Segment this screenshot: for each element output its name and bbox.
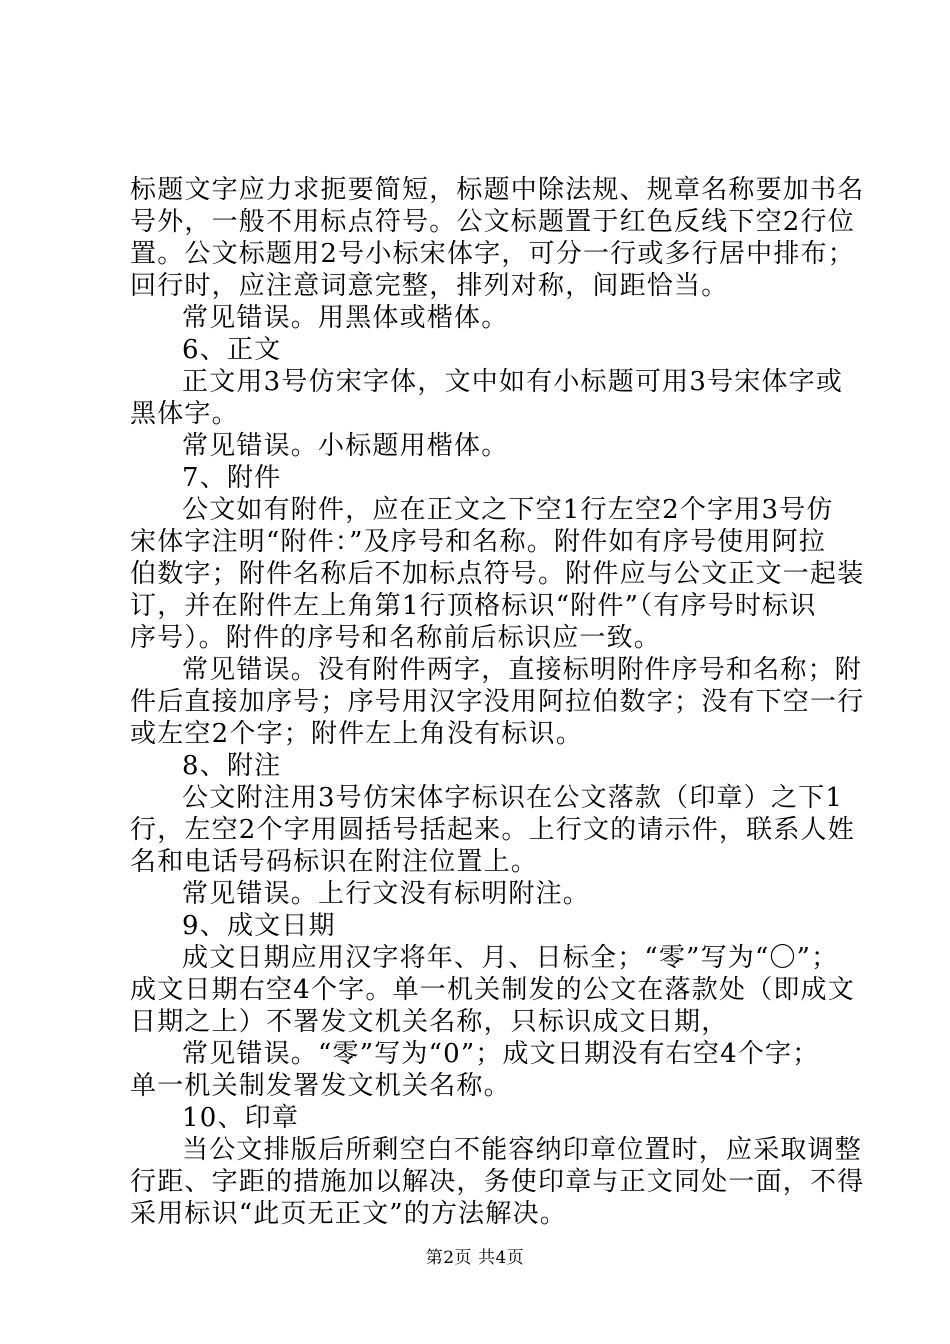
text-line: 号外，一般不用标点符号。公文标题置于红色反线下空2行位 bbox=[130, 207, 855, 237]
text-line: 件后直接加序号；序号用汉字没用阿拉伯数字；没有下空一行 bbox=[130, 687, 865, 717]
section-heading: 7、附件 bbox=[182, 463, 282, 493]
text-line: 黑体字。 bbox=[130, 399, 239, 429]
text-line: 成文日期应用汉字将年、月、日标全；“零”写为“〇”； bbox=[182, 943, 839, 973]
text-line: 回行时，应注意词意完整，排列对称，间距恰当。 bbox=[130, 271, 729, 301]
text-line: 采用标识“此页无正文”的方法解决。 bbox=[130, 1199, 567, 1229]
text-line: 正文用3号仿宋字体，文中如有小标题可用3号宋体字或 bbox=[182, 367, 844, 397]
text-line: 订，并在附件左上角第1行顶格标识“附件”（有序号时标识 bbox=[130, 591, 817, 621]
text-line: 常见错误。小标题用楷体。 bbox=[182, 431, 509, 461]
text-line: 常见错误。“零”写为“0”；成文日期没有右空4个字； bbox=[182, 1039, 820, 1069]
text-line: 日期之上）不署发文机关名称，只标识成文日期， bbox=[130, 1007, 729, 1037]
text-line: 常见错误。没有附件两字，直接标明附件序号和名称；附 bbox=[182, 655, 863, 685]
text-line: 行，左空2个字用圆括号括起来。上行文的请示件，联系人姓 bbox=[130, 815, 855, 845]
text-line: 公文如有附件，应在正文之下空1行左空2个字用3号仿 bbox=[182, 495, 834, 525]
section-heading: 6、正文 bbox=[182, 335, 282, 365]
text-line: 或左空2个字；附件左上角没有标识。 bbox=[130, 719, 583, 749]
section-heading: 8、附注 bbox=[182, 751, 282, 781]
text-line: 常见错误。上行文没有标明附注。 bbox=[182, 879, 591, 909]
section-heading: 10、印章 bbox=[182, 1103, 300, 1133]
text-line: 标题文字应力求扼要简短，标题中除法规、规章名称要加书名 bbox=[130, 175, 865, 205]
document-body bbox=[130, 174, 865, 1230]
text-line: 宋体字注明“附件：”及序号和名称。附件如有序号使用阿拉 bbox=[130, 527, 826, 557]
text-line: 成文日期右空4个字。单一机关制发的公文在落款处（即成文 bbox=[130, 975, 855, 1005]
text-line: 行距、字距的措施加以解决，务使印章与正文同处一面，不得 bbox=[130, 1167, 865, 1197]
text-line: 伯数字；附件名称后不加标点符号。附件应与公文正文一起装 bbox=[130, 559, 865, 589]
page-number-footer: 第2页 共4页 bbox=[425, 1248, 525, 1268]
text-line: 公文附注用3号仿宋体字标识在公文落款（印章）之下1 bbox=[182, 783, 844, 813]
text-line: 名和电话号码标识在附注位置上。 bbox=[130, 847, 539, 877]
text-line: 置。公文标题用2号小标宋体字，可分一行或多行居中排布； bbox=[130, 239, 855, 269]
section-heading: 9、成文日期 bbox=[182, 911, 336, 941]
text-line: 当公文排版后所剩空白不能容纳印章位置时，应采取调整 bbox=[182, 1135, 863, 1165]
text-line: 常见错误。用黑体或楷体。 bbox=[182, 303, 509, 333]
text-line: 单一机关制发署发文机关名称。 bbox=[130, 1071, 511, 1101]
text-line: 序号）。附件的序号和名称前后标识应一致。 bbox=[130, 623, 662, 653]
